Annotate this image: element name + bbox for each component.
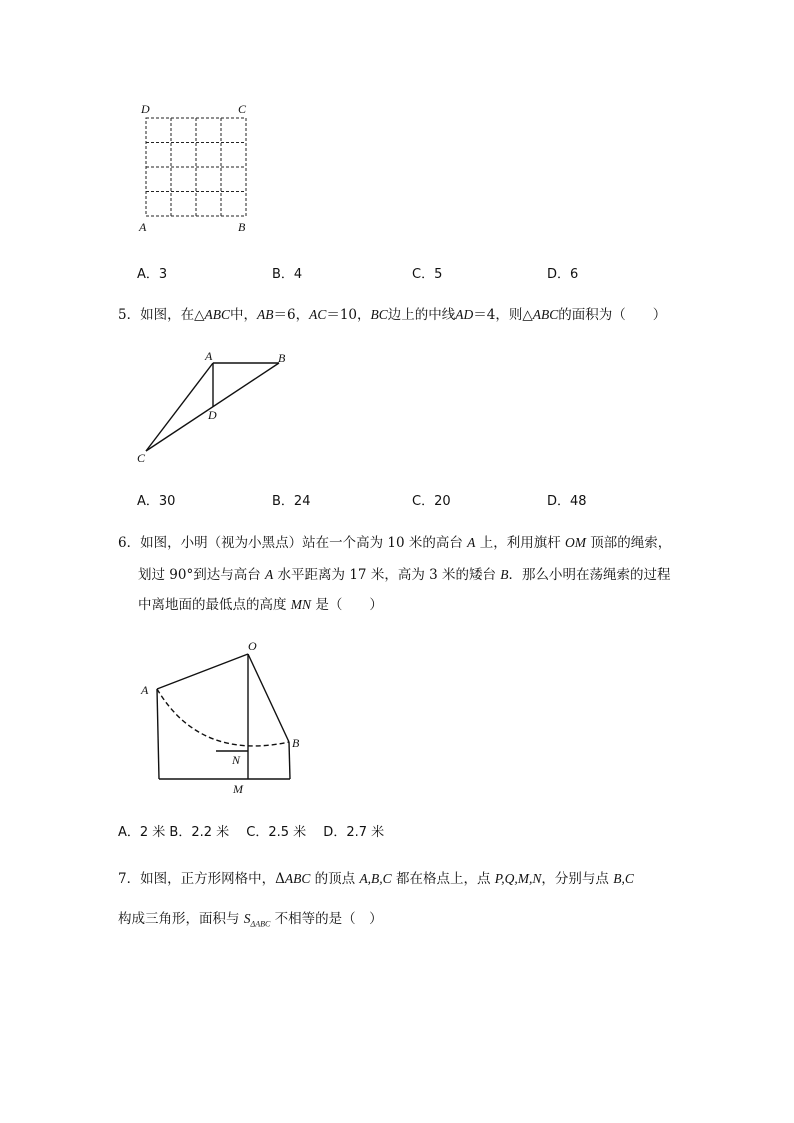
q6-label-a: A: [141, 683, 149, 697]
q5-option-c[interactable]: C．20: [412, 494, 451, 509]
q5-option-a[interactable]: A．30: [137, 494, 176, 509]
q6-platform-b: [289, 742, 290, 779]
q4-option-a[interactable]: A．3: [137, 267, 168, 282]
q4-label-b: B: [238, 220, 246, 234]
q4-label-d: D: [141, 102, 150, 116]
q4-option-c[interactable]: C．5: [412, 267, 443, 282]
q6-question-line2: 划过 90°到达与高台 A 水平距离为 17 米，高为 3 米的矮台 B．那么小明在荡绳索的过程: [138, 567, 671, 583]
q4-label-a: A: [139, 220, 147, 234]
q4-option-b[interactable]: B．4: [272, 267, 303, 282]
q5-question-text: 5．如图，在△ABC中，AB＝6，AC＝10，BC边上的中线AD＝4，则△ABC的面积为（ ）: [118, 307, 667, 323]
q6-label-n: N: [232, 753, 241, 767]
q6-rope-ob: [248, 654, 289, 742]
q5-option-b[interactable]: B．24: [272, 494, 311, 509]
q7-question-line2: 构成三角形，面积与 $S_{\Delta ABC}$ 不相等的是（ ）: [118, 911, 383, 929]
q6-label-m: M: [233, 782, 243, 796]
q5-label-a: A: [205, 349, 213, 363]
q6-options[interactable]: A．2 米 B．2.2 米 C．2.5 米 D．2.7 米: [118, 825, 385, 840]
q6-swing-arc: [157, 689, 289, 746]
q7-question-line1: 7．如图，正方形网格中，ΔABC 的顶点 A,B,C 都在格点上，点 P,Q,M,N，分别与点 B,C: [118, 871, 634, 887]
q6-label-o: O: [248, 639, 257, 653]
q4-label-c: C: [238, 102, 247, 116]
q4-option-d[interactable]: D．6: [547, 267, 579, 282]
q6-question-line3: 中离地面的最低点的高度 MN 是（ ）: [138, 597, 383, 613]
q5-label-c: C: [137, 451, 146, 465]
q6-platform-a: [157, 689, 159, 779]
q6-rope-oa: [157, 654, 248, 689]
q5-label-d: D: [208, 408, 217, 422]
q5-option-d[interactable]: D．48: [547, 494, 587, 509]
q5-label-b: B: [278, 351, 286, 365]
q6-label-b: B: [292, 736, 300, 750]
q6-question-line1: 6．如图，小明（视为小黑点）站在一个高为 10 米的高台 A 上，利用旗杆 OM 顶部的绳索，: [118, 535, 672, 551]
